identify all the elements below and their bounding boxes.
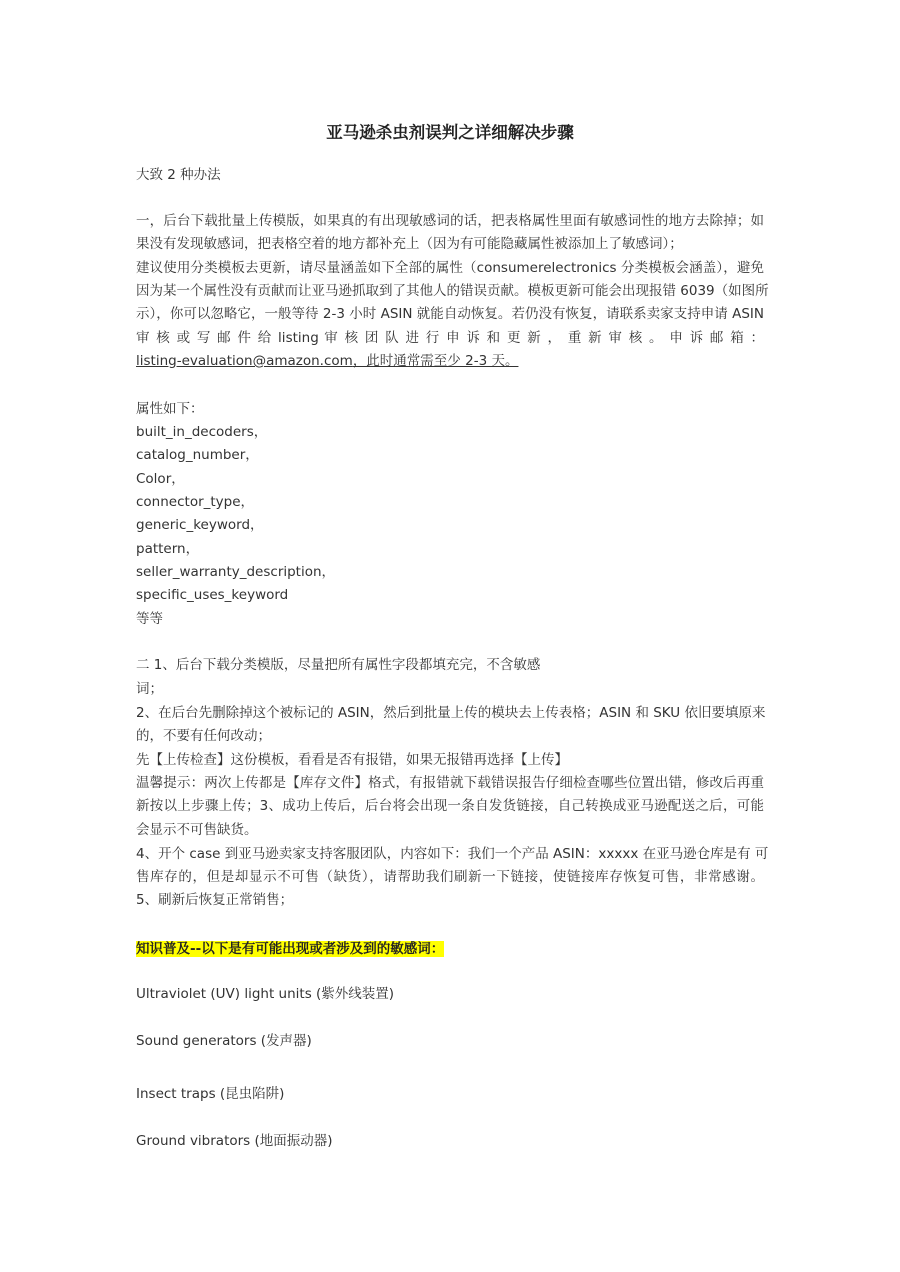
intro-text: 大致 2 种办法 — [136, 167, 221, 183]
attribute-item: pattern， — [136, 541, 200, 557]
method2-line: 二 1、后台下载分类模版，尽量把所有属性字段都填充完，不含敏感 — [136, 657, 541, 673]
attribute-item: Color， — [136, 471, 185, 487]
sensitive-term: Sound generators (发声器) — [136, 1033, 312, 1049]
method2-line: 词； — [136, 681, 163, 697]
attribute-item: generic_keyword， — [136, 517, 264, 533]
method2-line: 2、在后台先删除掉这个被标记的 ASIN，然后到批量上传的模块去上传表格；ASIN 和 SKU 依旧要填原来 — [136, 705, 766, 721]
method1-line: 果没有发现敏感词，把表格空着的地方都补充上（因为有可能隐藏属性被添加上了敏感词）； — [136, 236, 683, 252]
method1-line: 一，后台下载批量上传模版，如果真的有出现敏感词的话，把表格属性里面有敏感词性的地方去除掉；如 — [136, 213, 764, 229]
sensitive-term: Insect traps (昆虫陷阱) — [136, 1086, 285, 1102]
attribute-item: catalog_number， — [136, 447, 259, 463]
method2-line: 的，不要有任何改动； — [136, 728, 271, 744]
method2-line: 新按以上步骤上传；3、成功上传后，后台将会出现一条自发货链接，自己转换成亚马逊配送之后，可能 — [136, 798, 764, 814]
knowledge-heading: 知识普及--以下是有可能出现或者涉及到的敏感词： — [136, 941, 445, 957]
method1-line: 因为某一个属性没有贡献而让亚马逊抓取到了其他人的错误贡献。模板更新可能会出现报错 6039（如图所 — [136, 283, 769, 299]
method1-line: 示），你可以忽略它，一般等待 2-3 小时 ASIN 就能自动恢复。若仍没有恢复，请联系卖家支持申请 ASIN — [136, 306, 764, 322]
attribute-item: specific_uses_keyword — [136, 587, 289, 603]
method2-line: 温馨提示：两次上传都是【库存文件】格式，有报错就下载错误报告仔细检查哪些位置出错，修改后再重 — [136, 775, 764, 791]
appeal-email-link[interactable]: listing-evaluation@amazon.com — [136, 353, 353, 369]
method2-line: 先【上传检查】这份模板，看看是否有报错，如果无报错再选择【上传】 — [136, 752, 568, 768]
method2-line: 会显示不可售缺货。 — [136, 822, 258, 838]
attributes-etc: 等等 — [136, 611, 163, 627]
sensitive-term: Ultraviolet (UV) light units (紫外线装置) — [136, 986, 395, 1002]
method1-line: 建议使用分类模板去更新，请尽量涵盖如下全部的属性（consumerelectronics 分类模板会涵盖），避免 — [136, 260, 764, 276]
attributes-heading: 属性如下： — [136, 401, 204, 417]
knowledge-heading-line — [136, 938, 764, 961]
method2-line: 4、开个 case 到亚马逊卖家支持客服团队，内容如下：我们一个产品 ASIN：xxxxx 在亚马逊仓库是有 可 — [136, 846, 769, 862]
attribute-item: connector_type， — [136, 494, 255, 510]
sensitive-term: Ground vibrators (地面振动器) — [136, 1133, 333, 1149]
document-title: 亚马逊杀虫剂误判之详细解决步骤 — [326, 123, 574, 142]
appeal-email-suffix: ，此时通常需至少 2-3 天。 — [352, 353, 519, 369]
method2-line: 售库存的，但是却显示不可售（缺货），请帮助我们刷新一下链接，使链接库存恢复可售，非常感谢。 — [136, 869, 764, 885]
method1-line: 审 核 或 写 邮 件 给 listing 审 核 团 队 进 行 申 诉 和 更 新 ， 重 新 审 核 。 申 诉 邮 箱 ： — [136, 330, 764, 346]
attribute-item: seller_warranty_description， — [136, 564, 336, 580]
attribute-item: built_in_decoders， — [136, 424, 268, 440]
method2-line: 5、刷新后恢复正常销售； — [136, 892, 294, 908]
appeal-email-line — [136, 350, 764, 373]
